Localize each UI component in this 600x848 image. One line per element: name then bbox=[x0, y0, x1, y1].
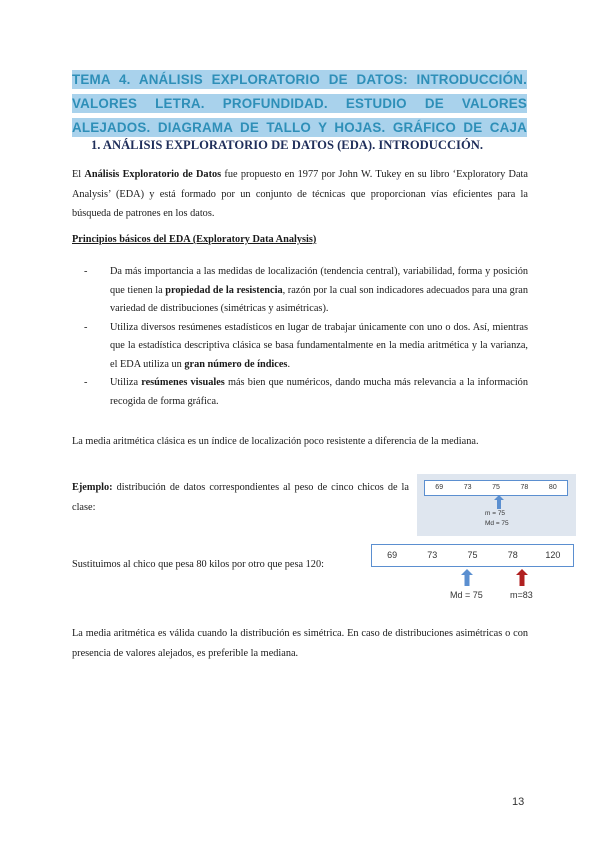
intro-bold-term: Análisis Exploratorio de Datos bbox=[84, 169, 222, 180]
median-arrow-icon bbox=[461, 569, 473, 586]
median-label: Md = 75 bbox=[450, 590, 483, 600]
value-cell: 69 bbox=[435, 484, 444, 491]
principles-list bbox=[84, 263, 528, 411]
value-cell: 75 bbox=[492, 484, 500, 491]
value-cell: 78 bbox=[520, 484, 529, 491]
intro-prefix: El bbox=[72, 169, 85, 180]
value-cell: 75 bbox=[467, 550, 478, 560]
example-text: distribución de datos correspondientes al peso de cinco chicos de la clase: bbox=[72, 482, 409, 513]
example-label: Ejemplo: bbox=[72, 482, 113, 493]
list-item: - Utiliza diversos resúmenes estadísticos en lugar de trabajar únicamente con uno o dos. Así, mientras que la estadística descriptiva clásica se basa fundamentalmente en la media aritmética y la varianza, el EDA utiliza un gran número de índices. bbox=[84, 319, 528, 375]
title-line-1: TEMA 4. ANÁLISIS EXPLORATORIO DE DATOS: INTRODUCCIÓN. bbox=[72, 72, 527, 87]
bullet-dash: - bbox=[84, 266, 88, 277]
mean-label: m = 75 bbox=[485, 510, 506, 517]
example-paragraph bbox=[72, 478, 409, 517]
title-line-3: ALEJADOS. DIAGRAMA DE TALLO Y HOJAS. GRÁFICO DE CAJA bbox=[72, 120, 527, 135]
chapter-title bbox=[72, 70, 527, 142]
mean-arrow-icon bbox=[516, 569, 528, 586]
bullet-dash: - bbox=[84, 377, 88, 388]
list-item: - Utiliza resúmenes visuales más bien que numéricos, dando mucha más relevancia a la información recogida de forma gráfica. bbox=[84, 374, 528, 411]
media-paragraph: La media aritmética clásica es un índice de localización poco resistente a diferencia de la mediana. bbox=[72, 436, 479, 447]
intro-paragraph bbox=[72, 165, 528, 224]
value-cell: 73 bbox=[427, 550, 438, 560]
value-cell: 120 bbox=[545, 550, 561, 560]
value-cell: 69 bbox=[387, 550, 398, 560]
mean-label: m=83 bbox=[510, 590, 533, 600]
intro-rest: fue propuesto en 1977 por John W. Tukey en su libro ‘Exploratory Data Analysis’ (EDA) y está formado por un conjunto de técnicas que proporcionan vías eficientes para la búsqueda de patrones en los datos. bbox=[72, 169, 528, 220]
principles-heading: Principios básicos del EDA (Exploratory Data Analysis) bbox=[72, 234, 317, 245]
section-heading: 1. ANÁLISIS EXPLORATORIO DE DATOS (EDA). INTRODUCCIÓN. bbox=[91, 138, 483, 152]
substitution-paragraph: Sustituimos al chico que pesa 80 kilos por otro que pesa 120: bbox=[72, 559, 324, 570]
values-strip bbox=[424, 480, 568, 496]
page-number: 13 bbox=[512, 796, 525, 808]
value-cell: 73 bbox=[463, 484, 472, 491]
value-cell: 78 bbox=[507, 550, 518, 560]
title-line-2: VALORES LETRA. PROFUNDIDAD. ESTUDIO DE VALORES bbox=[72, 96, 527, 111]
list-item: - Da más importancia a las medidas de localización (tendencia central), variabilidad, forma y posición que tienen la propiedad de la resistencia, razón por la cual son indicadores adecuados para una gran variedad de distribuciones (simétricas y asimétricas). bbox=[84, 263, 528, 319]
example-figure bbox=[417, 474, 576, 536]
substitution-figure bbox=[366, 539, 579, 609]
median-label: Md = 75 bbox=[485, 520, 509, 527]
bullet-dash: - bbox=[84, 321, 88, 333]
value-cell: 80 bbox=[548, 484, 557, 491]
values-strip bbox=[371, 544, 574, 567]
median-arrow-icon bbox=[494, 495, 504, 509]
conclusion-paragraph: La media aritmética es válida cuando la distribución es simétrica. En caso de distribuciones asimétricas o con presencia de valores alejados, es preferible la mediana. bbox=[72, 628, 528, 659]
